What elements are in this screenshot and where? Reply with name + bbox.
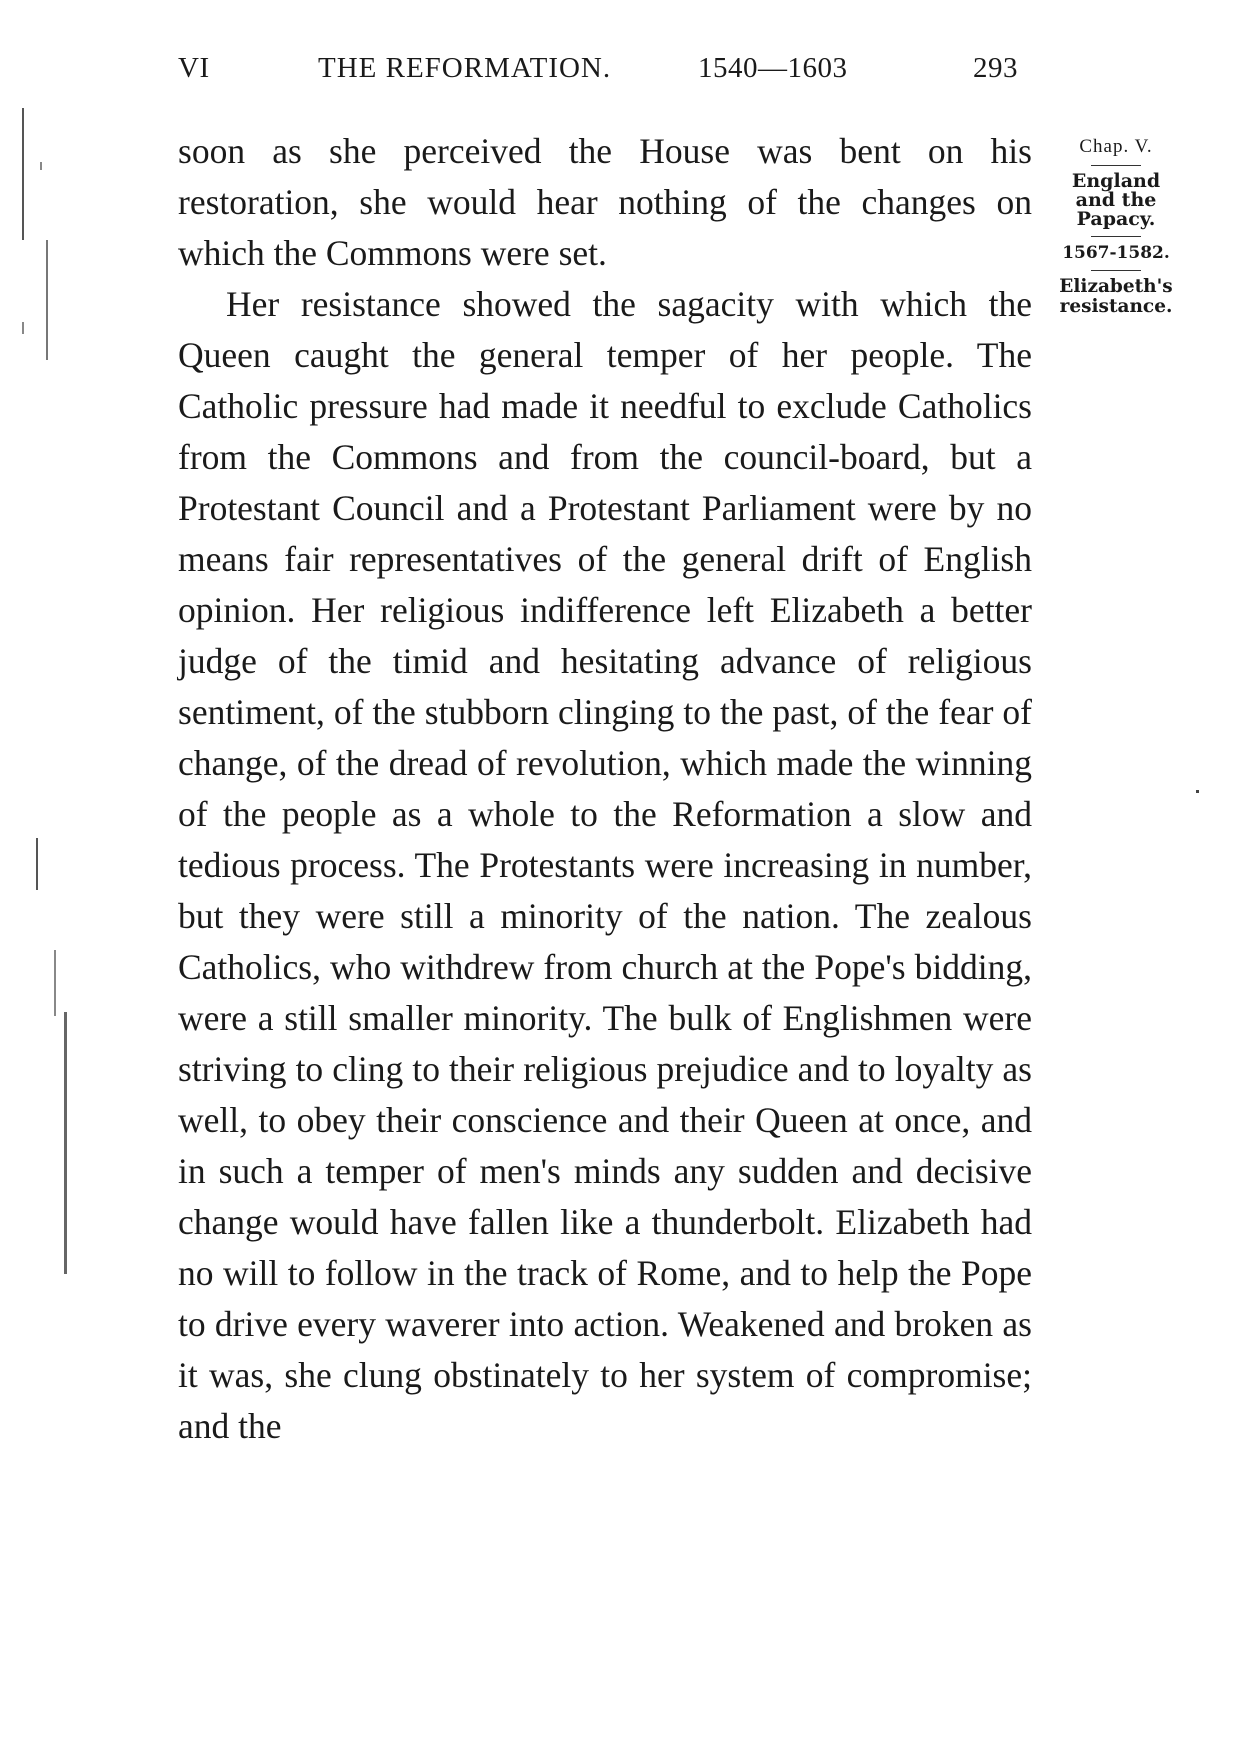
running-header <box>178 52 1028 92</box>
chapter-number: VI <box>178 52 210 84</box>
scan-artifact <box>36 838 38 890</box>
scan-artifact <box>46 240 48 360</box>
paragraph: Her resistance showed the sagacity with which the Queen caught the general temper of her people. The Catholic pressure had made it needful to exclude Catholics from the Commons and from the council-board, but a Protestant Council and a Protestant Parliament were by no means fair representatives of the general drift of English opinion. Her religious indifference left Elizabeth a better judge of the timid and hesitating advance of religious sentiment, of the stubborn clinging to the past, of the fear of change, of the dread of revolution, which made the winning of the people as a whole to the Reformation a slow and tedious process. The Protestants were increasing in number, but they were still a minority of the nation. The zealous Catholics, who withdrew from church at the Pope's bidding, were a still smaller minority. The bulk of Englishmen were striving to cling to their religious prejudice and to loyalty as well, to obey their conscience and their Queen at once, and in such a temper of men's minds any sudden and decisive change would have fallen like a thunderbolt. Elizabeth had no will to follow in the track of Rome, and to help the Pope to drive every waverer into action. Weakened and broken as it was, she clung obstinately to her system of compromise; and the <box>178 284 1032 1446</box>
scan-artifact <box>64 1012 67 1274</box>
sidenote-rule <box>1091 236 1141 237</box>
sidenote-chapter: Chap. V. <box>1079 136 1153 157</box>
sidenote-column <box>1046 136 1186 317</box>
scan-artifact <box>54 950 56 1016</box>
paragraph-continued: soon as she perceived the House was bent on his restoration, she would hear nothing of the changes on which the Commons were set. <box>178 131 1032 273</box>
scan-artifact <box>22 108 24 240</box>
body-text <box>178 126 1032 1452</box>
sidenote-section: England and the Papacy. <box>1071 170 1161 230</box>
scan-artifact <box>40 162 42 170</box>
running-dates: 1540—1603 <box>698 52 848 84</box>
scan-artifact <box>1196 790 1199 793</box>
sidenote-rule <box>1091 270 1141 271</box>
sidenote-dates: 1567-1582. <box>1062 243 1170 263</box>
sidenote-rule <box>1091 165 1141 166</box>
running-title: THE REFORMATION. <box>318 52 612 84</box>
page-number: 293 <box>973 52 1018 84</box>
scan-artifact <box>22 322 24 334</box>
sidenote-topic: Elizabeth's resistance. <box>1059 276 1173 317</box>
